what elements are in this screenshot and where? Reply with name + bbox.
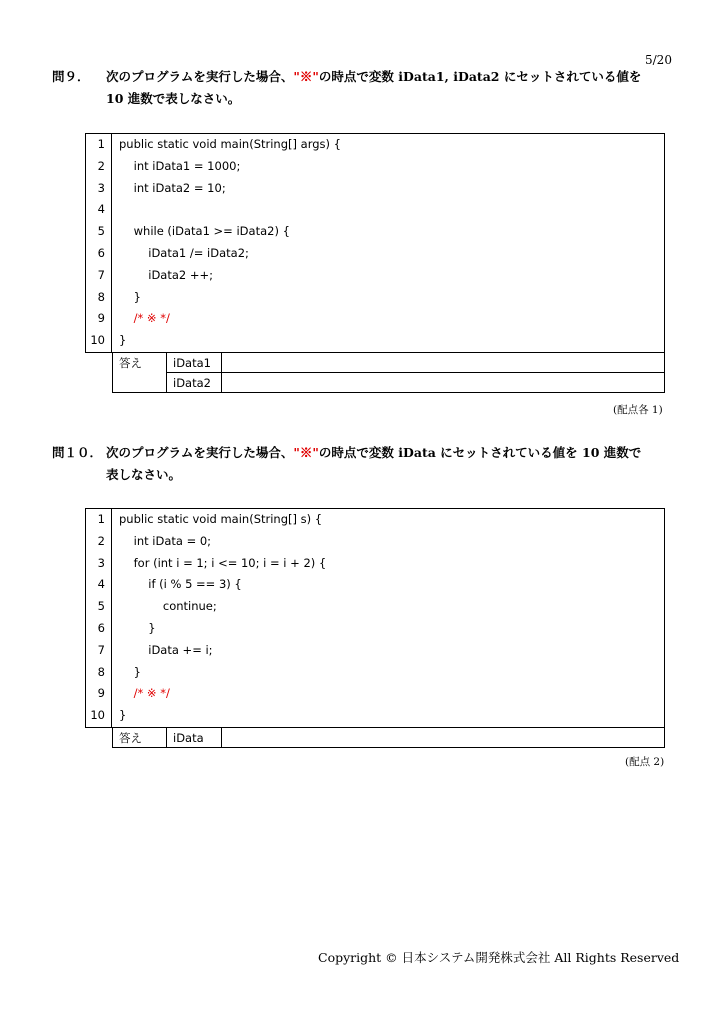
- line-number: 6: [86, 618, 112, 640]
- code-text: if (i % 5 == 3) {: [119, 577, 242, 592]
- code-text: continue;: [119, 599, 217, 614]
- code-line: [86, 531, 664, 553]
- question-10-answer-table: [112, 727, 665, 748]
- code-line: [86, 662, 664, 684]
- line-number: 10: [86, 330, 112, 352]
- question-10-label: 問１０．: [52, 445, 103, 460]
- page-number: 5/20: [645, 53, 672, 67]
- question-9-score: (配点各 1): [613, 404, 663, 416]
- answer-var-idata2: iData2: [167, 373, 222, 393]
- line-number: 7: [86, 265, 112, 287]
- question-9-text: [106, 66, 666, 110]
- code-text: public static void main(String[] args) {: [119, 137, 341, 151]
- question-9-code-box: [85, 133, 665, 353]
- line-number: 8: [86, 662, 112, 684]
- question-9-mark: "※": [293, 69, 319, 84]
- code-line: [86, 199, 664, 221]
- question-9-answer-table: [112, 352, 665, 393]
- code-text: iData += i;: [119, 642, 213, 657]
- answer-label: 答え: [113, 353, 167, 393]
- code-comment-mark: /* ※ */: [119, 686, 170, 701]
- code-line: [86, 640, 664, 662]
- line-number: 8: [86, 287, 112, 309]
- code-text: }: [119, 664, 141, 679]
- line-number: 5: [86, 596, 112, 618]
- line-number: 9: [86, 308, 112, 330]
- code-line: [86, 574, 664, 596]
- line-number: 3: [86, 178, 112, 200]
- code-line: [86, 243, 664, 265]
- line-number: 3: [86, 553, 112, 575]
- code-line: [86, 308, 664, 330]
- code-line: [86, 134, 664, 156]
- answer-field-idata2[interactable]: [222, 373, 665, 393]
- answer-var-idata1: iData1: [167, 353, 222, 373]
- code-line: [86, 221, 664, 243]
- line-number: 2: [86, 531, 112, 553]
- question-10-code-box: [85, 508, 665, 728]
- answer-field-idata1[interactable]: [222, 353, 665, 373]
- question-9-text-line2: 10 進数で表しなさい。: [106, 91, 241, 106]
- question-10-text-after: の時点で変数 iData にセットされている値を 10 進数で: [318, 445, 642, 460]
- code-line: [86, 705, 664, 727]
- question-10-mark: "※": [293, 445, 319, 460]
- line-number: 7: [86, 640, 112, 662]
- code-line: [86, 618, 664, 640]
- question-10-text-line2: 表しなさい。: [106, 467, 182, 482]
- question-9-text-before: 次のプログラムを実行した場合、: [106, 69, 294, 84]
- code-text: for (int i = 1; i <= 10; i = i + 2) {: [119, 555, 327, 570]
- code-line: [86, 287, 664, 309]
- answer-field-idata[interactable]: [222, 728, 665, 748]
- line-number: 4: [86, 574, 112, 596]
- code-line: [86, 156, 664, 178]
- line-number: 4: [86, 199, 112, 221]
- code-line: [86, 178, 664, 200]
- code-text: iData1 /= iData2;: [119, 245, 249, 260]
- question-10-text: [106, 442, 666, 486]
- copyright-footer: Copyright © 日本システム開発株式会社 All Rights Reserved: [318, 950, 680, 965]
- line-number: 10: [86, 705, 112, 727]
- code-line: [86, 265, 664, 287]
- line-number: 5: [86, 221, 112, 243]
- code-text: }: [119, 333, 127, 348]
- code-text: int iData2 = 10;: [119, 180, 226, 195]
- question-9-text-after: の時点で変数 iData1, iData2 にセットされている値を: [318, 69, 642, 84]
- question-10-score: (配点 2): [625, 756, 665, 768]
- answer-var-idata: iData: [167, 728, 222, 748]
- line-number: 1: [86, 134, 112, 156]
- code-text: }: [119, 708, 127, 723]
- code-text: [112, 199, 664, 221]
- code-text: }: [119, 620, 156, 635]
- line-number: 2: [86, 156, 112, 178]
- code-text: int iData = 0;: [119, 533, 212, 548]
- line-number: 1: [86, 509, 112, 531]
- code-comment-mark: /* ※ */: [119, 311, 170, 326]
- code-text: iData2 ++;: [119, 267, 214, 282]
- code-text: public static void main(String[] s) {: [119, 512, 323, 526]
- code-line: [86, 553, 664, 575]
- line-number: 9: [86, 683, 112, 705]
- question-10-text-before: 次のプログラムを実行した場合、: [106, 445, 294, 460]
- code-line: [86, 509, 664, 531]
- answer-label: 答え: [113, 728, 167, 748]
- question-9-label: 問９．: [52, 69, 90, 84]
- code-text: }: [119, 289, 141, 304]
- code-line: [86, 683, 664, 705]
- code-text: while (iData1 >= iData2) {: [119, 224, 290, 239]
- code-text: int iData1 = 1000;: [119, 158, 241, 173]
- line-number: 6: [86, 243, 112, 265]
- code-line: [86, 330, 664, 352]
- code-line: [86, 596, 664, 618]
